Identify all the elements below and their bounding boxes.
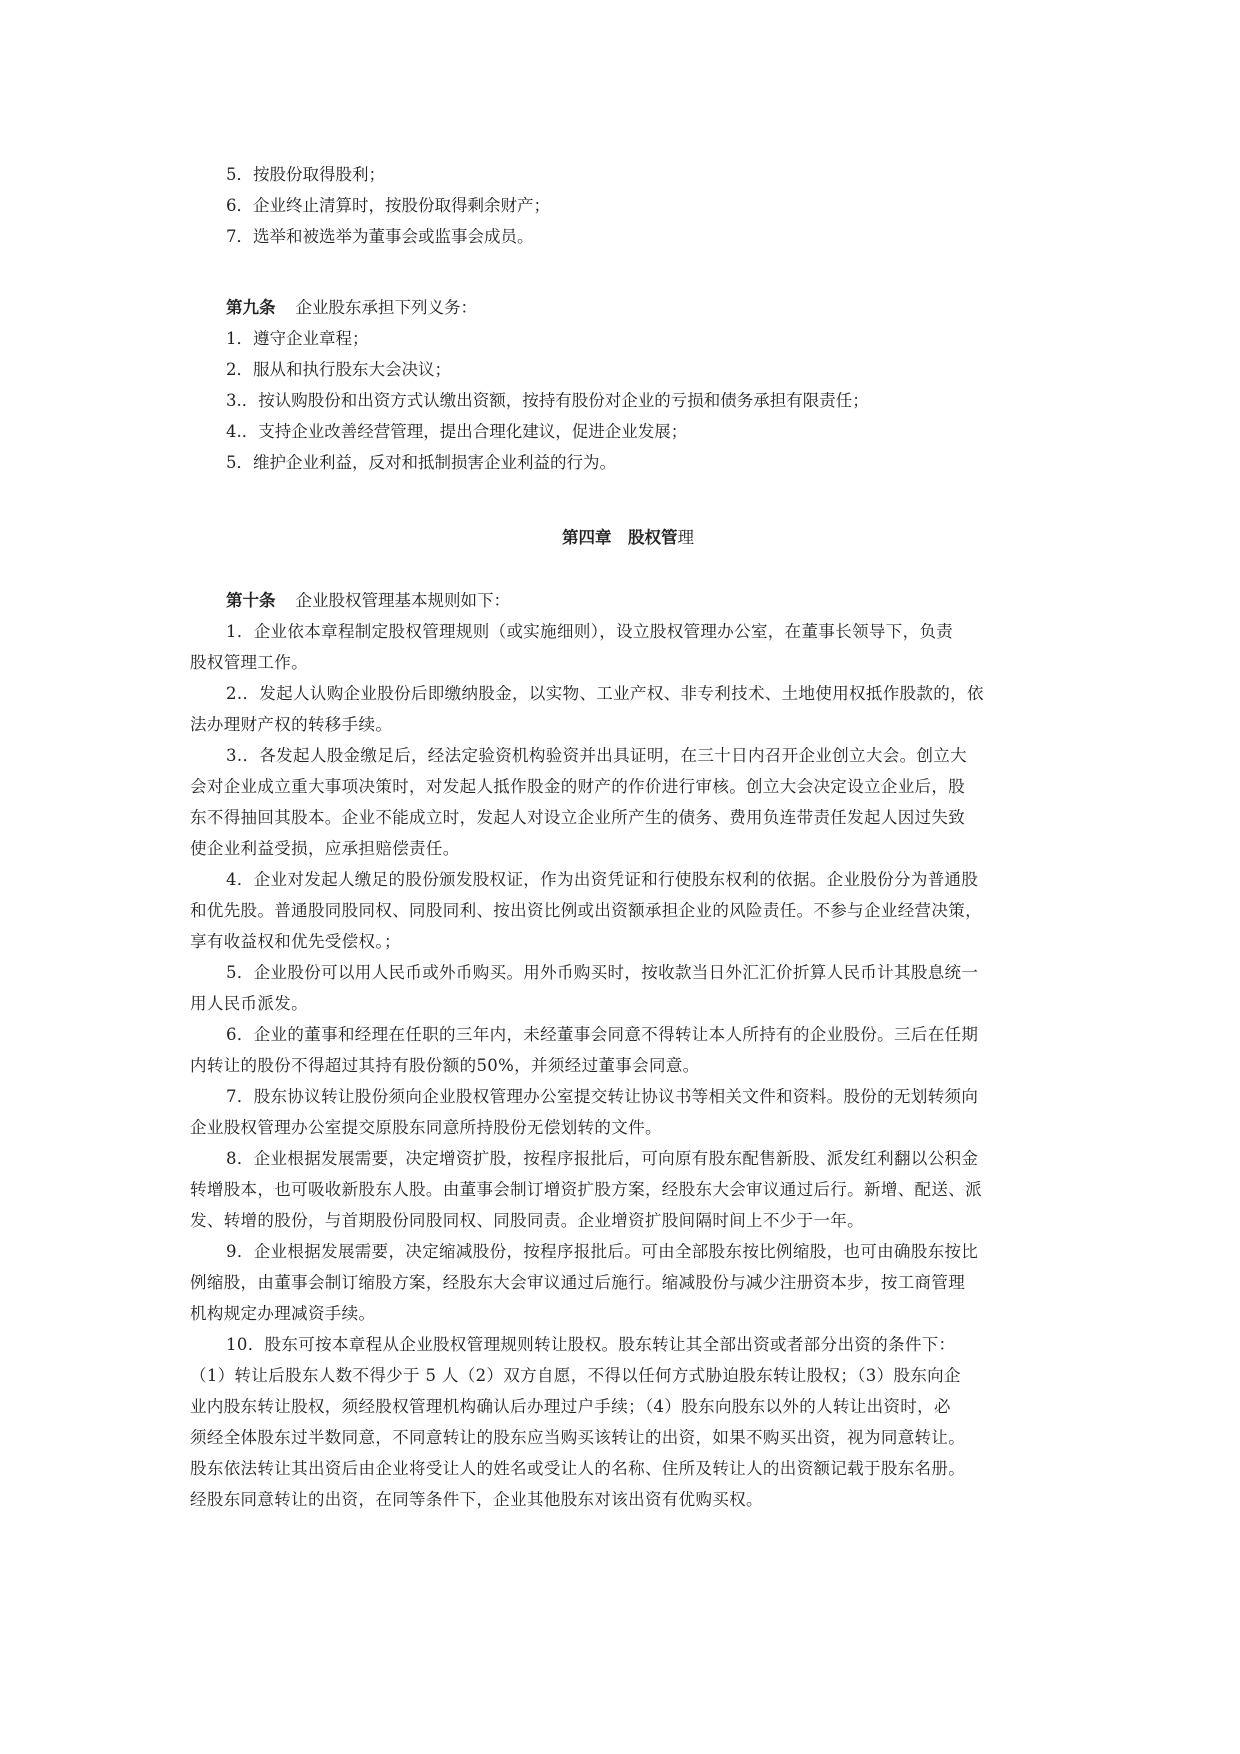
paragraph [190,1019,1066,1081]
article-heading [190,292,1066,323]
paragraph [190,1143,1066,1236]
rights-list [190,159,1066,252]
paragraph-line: 10．股东可按本章程从企业股权管理规则转让股权。股东转让其全部出资或者部分出资的条件下： [226,1335,956,1354]
paragraph-line: 经股东同意转让的出资，在同等条件下，企业其他股东对该出资有优购买权。 [190,1490,763,1509]
paragraph-line: 和优先股。普通股同股同权、同股同利、按出资比例或出资额承担企业的风险责任。不参与企业经营决策， [190,901,982,920]
article-title: 第十条 [226,591,276,610]
article-intro: 企业股东承担下列义务： [295,298,477,317]
paragraph [190,740,1066,864]
paragraph-line: 业内股东转让股权，须经股权管理机构确认后办理过户手续；（4）股东向股东以外的人转让出资时，必 [190,1397,951,1416]
article-9 [190,292,1066,478]
paragraph-line: 转增股本，也可吸收新股东人股。由董事会制订增资扩股方案，经股东大会审议通过后行。新增、配送、派 [190,1180,982,1199]
paragraph-line: 1．企业依本章程制定股权管理规则（或实施细则），设立股权管理办公室，在董事长领导下，负责 [226,622,954,641]
paragraph-line: 7．股东协议转让股份须向企业股权管理办公室提交转让协议书等相关文件和资料。股份的无划转须向 [226,1087,979,1106]
paragraph-line: 5．企业股份可以用人民币或外币购买。用外币购买时，按收款当日外汇汇价折算人民币计其股息统一 [226,963,979,982]
paragraph-line: 4．企业对发起人缴足的股份颁发股权证，作为出资凭证和行使股东权利的依据。企业股份分为普通股 [226,870,979,889]
list-item: 7．选举和被选举为董事会或监事会成员。 [226,227,534,246]
paragraph [190,616,1066,678]
chapter-heading [190,522,1066,554]
paragraph [190,1081,1066,1143]
article-heading [190,585,1066,616]
paragraph [190,957,1066,1019]
list-item: 1．遵守企业章程； [226,329,369,348]
list-item: 3.．按认购股份和出资方式认缴出资额，按持有股份对企业的亏损和债务承担有限责任； [226,391,869,410]
article-intro: 企业股权管理基本规则如下： [295,591,510,610]
paragraph-line: 股权管理工作。 [190,653,308,672]
paragraph-line: 8．企业根据发展需要，决定增资扩股，按程序报批后，可向原有股东配售新股、派发红利翻以公积金 [226,1149,979,1168]
article-paragraphs [190,616,1066,1515]
list-item: 4.．支持企业改善经营管理，提出合理化建议，促进企业发展； [226,422,688,441]
paragraph-line: 6．企业的董事和经理在任职的三年内，未经董事会同意不得转让本人所持有的企业股份。三后在任期 [226,1025,979,1044]
paragraph-line: （1）转让后股东人数不得少于 5 人（2）双方自愿，不得以任何方式胁迫股东转让股权；（3）股东向企 [190,1366,961,1385]
list-item: 2．服从和执行股东大会决议； [226,360,451,379]
paragraph-line: 发、转增的股份，与首期股份同股同权、同股同责。企业增资扩股间隔时间上不少于一年。 [190,1211,864,1230]
paragraph-line: 3.．各发起人股金缴足后，经法定验资机构验资并出具证明，在三十日内召开企业创立大会。创立大 [226,746,967,765]
paragraph-line: 内转让的股份不得超过其持有股份额的50%，并须经过董事会同意。 [190,1056,700,1075]
paragraph-line: 例缩股，由董事会制订缩股方案，经股东大会审议通过后施行。缩减股份与减少注册资本步，按工商管理 [190,1273,966,1292]
paragraph-line: 机构规定办理减资手续。 [190,1304,376,1323]
chapter-title-normal: 理 [677,528,694,547]
paragraph [190,1236,1066,1329]
list-item: 5．维护企业利益，反对和抵制损害企业利益的行为。 [226,453,616,472]
paragraph-line: 须经全体股东过半数同意，不同意转让的股东应当购买该转让的出资，如果不购买出资，视为同意转让。 [190,1428,966,1447]
paragraph-line: 企业股权管理办公室提交原股东同意所持股份无偿划转的文件。 [190,1118,662,1137]
paragraph-line: 法办理财产权的转移手续。 [190,715,393,734]
paragraph-line: 9．企业根据发展需要，决定缩减股份，按程序报批后。可由全部股东按比例缩股，也可由确股东按比 [226,1242,979,1261]
paragraph-line: 2.．发起人认购企业股份后即缴纳股金，以实物、工业产权、非专利技术、土地使用权抵作股款的，依 [226,684,984,703]
paragraph-line: 用人民币派发。 [190,994,308,1013]
paragraph [190,864,1066,957]
chapter-title-bold: 第四章 股权管 [562,528,678,547]
paragraph-line: 享有收益权和优先受偿权。； [190,932,401,951]
paragraph-line: 会对企业成立重大事项决策时，对发起人抵作股金的财产的作价进行审核。创立大会决定设立企业后，股 [190,777,966,796]
paragraph [190,1329,1066,1515]
article-title: 第九条 [226,298,276,317]
paragraph-line: 股东依法转让其出资后由企业将受让人的姓名或受让人的名称、住所及转让人的出资额记载于股东名册。 [190,1459,966,1478]
paragraph [190,678,1066,740]
list-item: 5．按股份取得股利； [226,165,385,184]
list-item: 6．企业终止清算时，按股份取得剩余财产； [226,196,550,215]
paragraph-line: 东不得抽回其股本。企业不能成立时，发起人对设立企业所产生的债务、费用负连带责任发起人因过失致 [190,808,966,827]
paragraph-line: 使企业利益受损，应承担赔偿责任。 [190,839,460,858]
article-10 [190,585,1066,1515]
